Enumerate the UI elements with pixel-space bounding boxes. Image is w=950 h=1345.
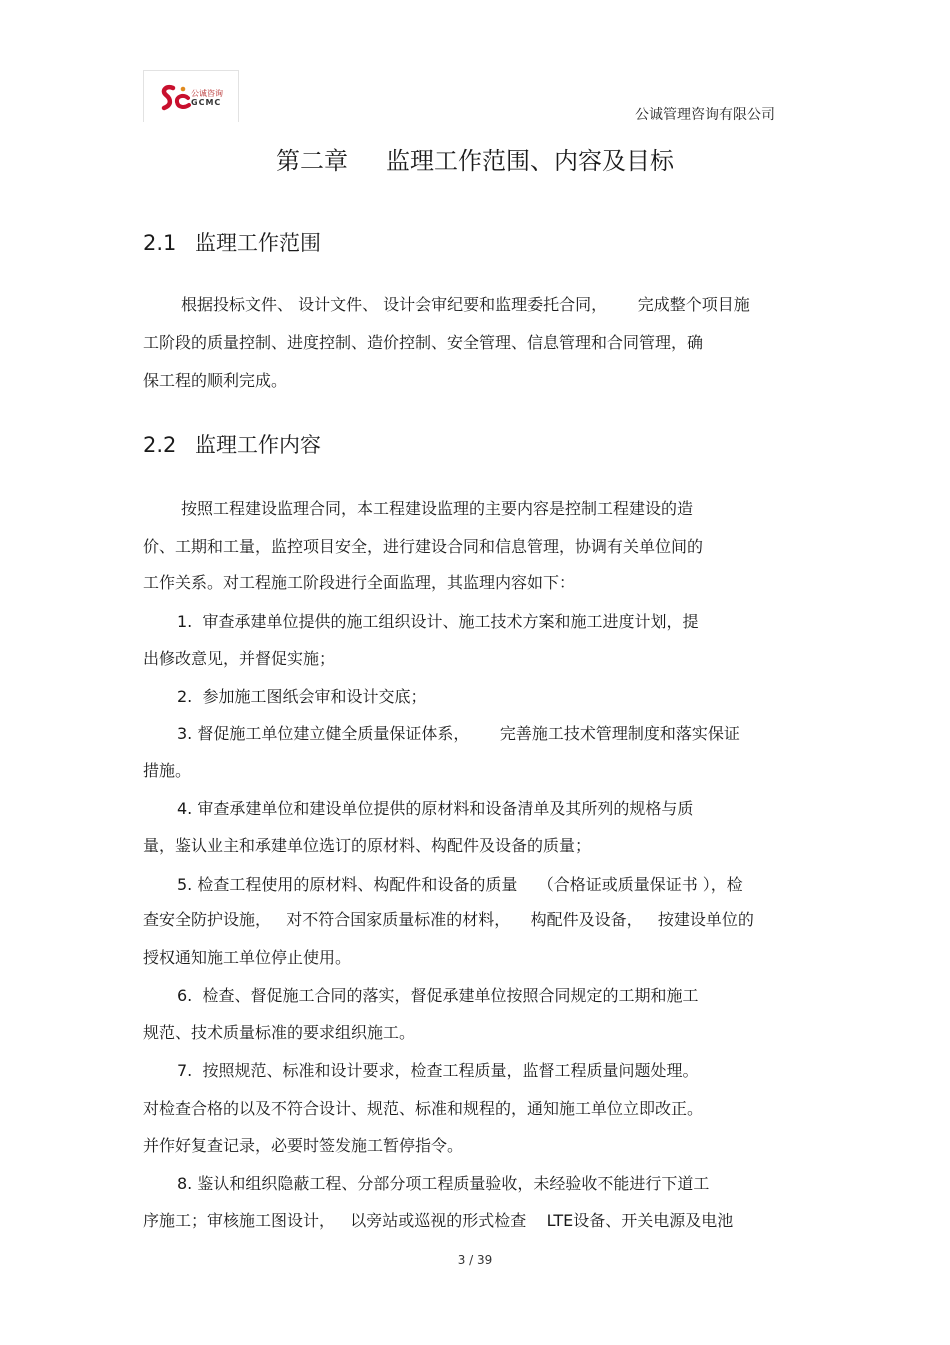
- logo-chinese-text: 公诚咨询: [191, 89, 223, 98]
- paragraph-line: 工作关系。对工程施工阶段进行全面监理，其监理内容如下：: [143, 573, 576, 592]
- logo-english-text: GCMC: [191, 98, 222, 107]
- list-item-line: 授权通知施工单位停止使用。: [143, 948, 352, 967]
- list-item-line: 3. 督促施工单位建立健全质量保证体系， 完善施工技术管理制度和落实保证: [177, 724, 740, 743]
- list-item-line: 6. 检查、督促施工合同的落实，督促承建单位按照合同规定的工期和施工: [177, 986, 699, 1005]
- list-item-line: 1. 审查承建单位提供的施工组织设计、施工技术方案和施工进度计划，提: [177, 612, 699, 631]
- paragraph-line: 按照工程建设监理合同，本工程建设监理的主要内容是控制工程建设的造: [181, 499, 694, 518]
- list-item-line: 对检查合格的以及不符合设计、规范、标准和规程的，通知施工单位立即改正。: [143, 1099, 704, 1118]
- section-number: 2.1: [143, 231, 177, 255]
- list-item-line: 查安全防护设施， 对不符合国家质量标准的材料， 构配件及设备， 按建设单位的: [143, 910, 754, 929]
- page-number: 3 / 39: [457, 1253, 493, 1267]
- section-heading-2-2: [143, 429, 321, 459]
- company-name: 公诚管理咨询有限公司: [635, 107, 775, 123]
- list-item-line: 4. 审查承建单位和建设单位提供的原材料和设备清单及其所列的规格与质: [177, 799, 694, 818]
- section-title: 监理工作范围: [195, 231, 321, 255]
- paragraph-line: 保工程的顺利完成。: [143, 371, 288, 390]
- chapter-heading: [0, 141, 950, 176]
- list-item-line: 5. 检查工程使用的原材料、构配件和设备的质量 （合格证或质量保证书 ），检: [177, 875, 743, 894]
- paragraph-line: 价、工期和工量，监控项目安全，进行建设合同和信息管理，协调有关单位间的: [143, 537, 704, 556]
- list-item-line: 规范、技术质量标准的要求组织施工。: [143, 1023, 416, 1042]
- list-item-line: 2. 参加施工图纸会审和设计交底；: [177, 687, 427, 706]
- list-item-line: 并作好复查记录，必要时签发施工暂停指令。: [143, 1136, 464, 1155]
- list-item-line: 8. 鉴认和组织隐蔽工程、分部分项工程质量验收，未经验收不能进行下道工: [177, 1174, 710, 1193]
- chapter-number: 第二章: [276, 147, 348, 175]
- paragraph-line: 工阶段的质量控制、进度控制、造价控制、安全管理、信息管理和合同管理，确: [143, 333, 704, 352]
- company-logo: [143, 70, 239, 122]
- list-item-line: 出修改意见，并督促实施；: [143, 649, 336, 668]
- section-number: 2.2: [143, 433, 177, 457]
- section-heading-2-1: [143, 227, 321, 257]
- list-item-line: 7. 按照规范、标准和设计要求，检查工程质量，监督工程质量问题处理。: [177, 1061, 699, 1080]
- gc-logo-icon: [158, 83, 192, 113]
- section-title: 监理工作内容: [195, 433, 321, 457]
- paragraph-line: 根据投标文件、 设计文件、 设计会审纪要和监理委托合同， 完成整个项目施: [181, 295, 750, 314]
- list-item-line: 量，鉴认业主和承建单位选订的原材料、构配件及设备的质量；: [143, 836, 592, 855]
- chapter-title: 监理工作范围、内容及目标: [386, 147, 674, 175]
- list-item-line: 序施工；审核施工图设计， 以旁站或巡视的形式检查 LTE设备、开关电源及电池: [143, 1211, 734, 1230]
- list-item-line: 措施。: [143, 761, 192, 780]
